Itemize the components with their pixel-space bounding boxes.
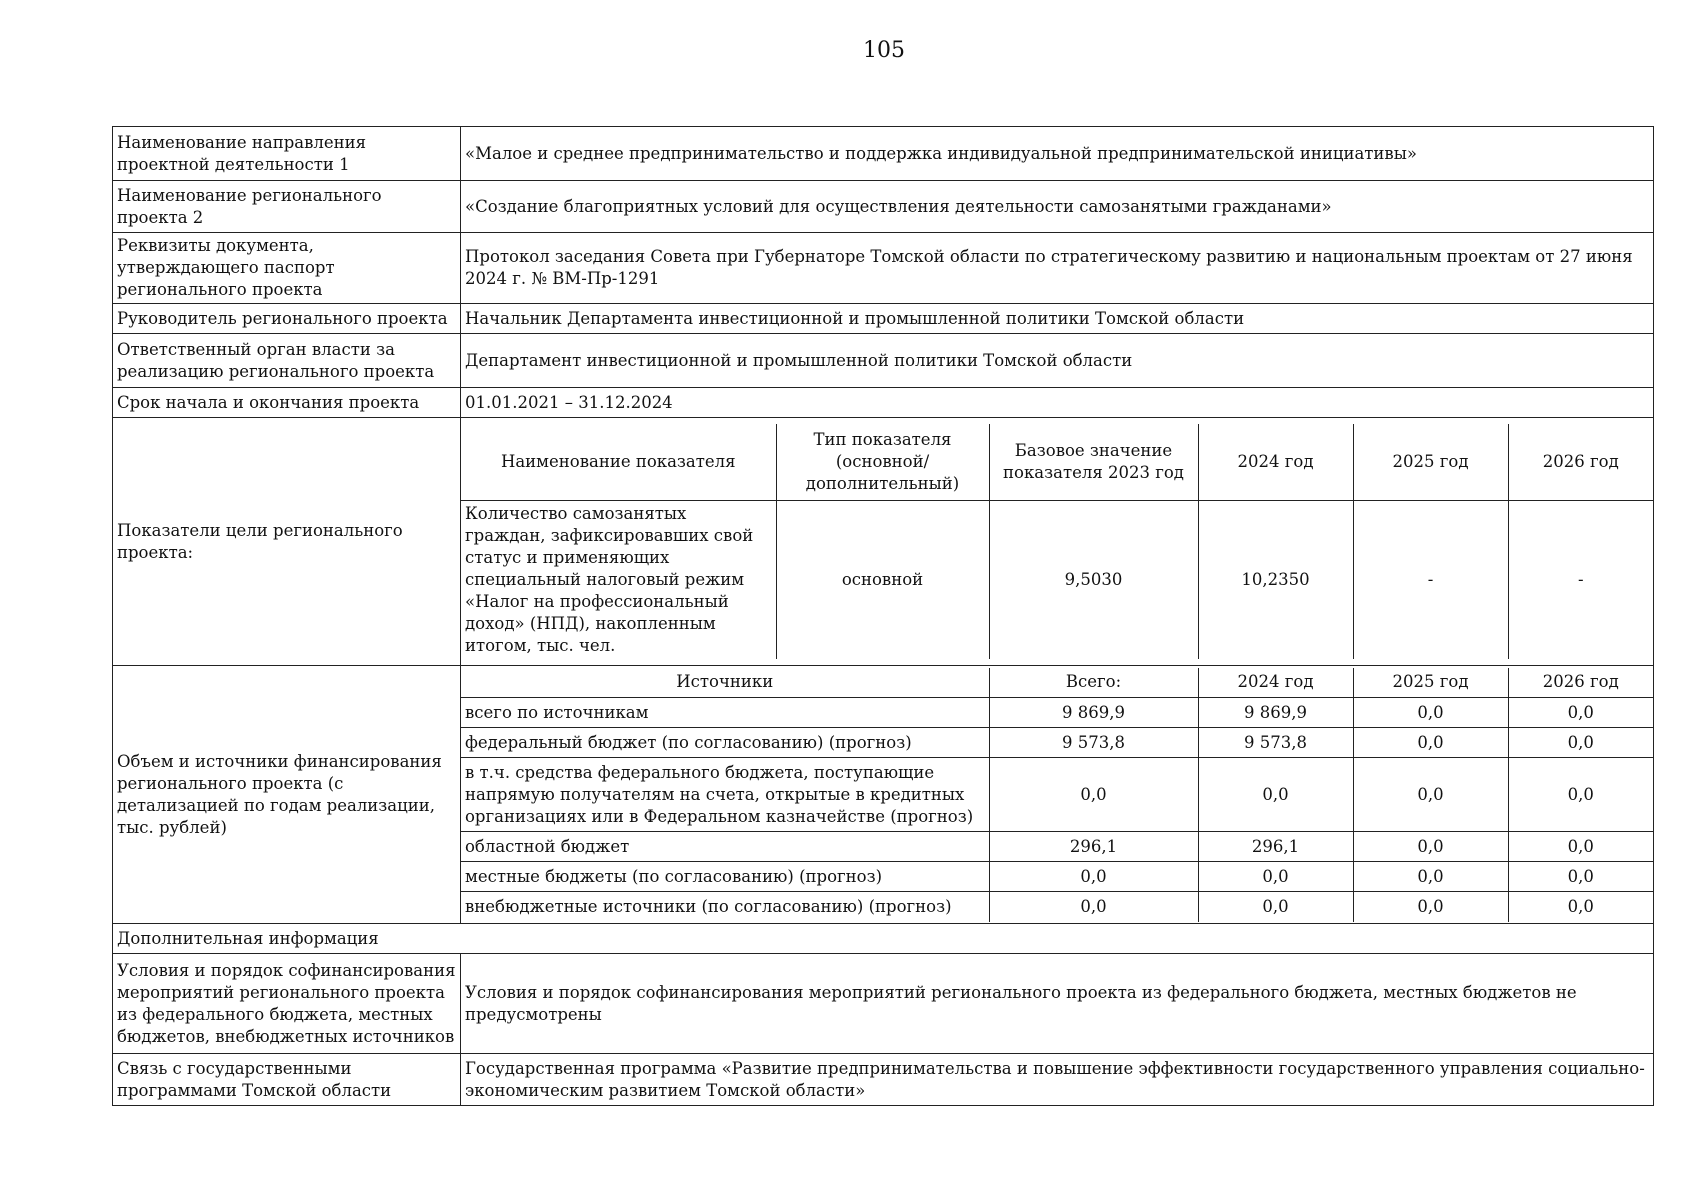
finance-row-local (461, 862, 1653, 892)
document-value: Протокол заседания Совета при Губернаторе Томской области по стратегическому развитию и национальным проектам от 27 июня 2024 г. № ВМ-Пр-1291 (461, 233, 1654, 304)
project-passport-table (112, 126, 1654, 1106)
finance-row-federal-direct (461, 758, 1653, 832)
indicator-base-header: Базовое значение показателя 2023 год (989, 424, 1198, 500)
finance-total: 9 869,9 (989, 698, 1198, 728)
direction-row (113, 127, 1654, 181)
finance-2025: 0,0 (1353, 728, 1508, 758)
indicators-label: Показатели цели регионального проекта: (113, 418, 461, 666)
authority-row (113, 334, 1654, 388)
finance-row-total (461, 698, 1653, 728)
indicator-2026: - (1508, 500, 1653, 659)
project-label: Наименование регионального проекта 2 (113, 181, 461, 233)
document-label: Реквизиты документа, утверждающего паспорт регионального проекта (113, 233, 461, 304)
finance-2026: 0,0 (1508, 728, 1653, 758)
finance-2026: 0,0 (1508, 698, 1653, 728)
indicator-base: 9,5030 (989, 500, 1198, 659)
indicator-2024-header: 2024 год (1198, 424, 1353, 500)
finance-2026: 0,0 (1508, 892, 1653, 922)
indicators-table (461, 424, 1653, 659)
indicator-type: основной (776, 500, 989, 659)
finance-total: 9 573,8 (989, 728, 1198, 758)
document-row (113, 233, 1654, 304)
additional-info-heading: Дополнительная информация (113, 924, 1654, 954)
finance-2024: 0,0 (1198, 892, 1353, 922)
indicators-header-row (461, 424, 1653, 500)
finance-2025: 0,0 (1353, 698, 1508, 728)
programs-value: Государственная программа «Развитие предпринимательства и повышение эффективности государственного управления социально-экономическим развитием Томской области» (461, 1054, 1654, 1106)
project-row (113, 181, 1654, 233)
term-row (113, 388, 1654, 418)
finance-row-extrabudgetary (461, 892, 1653, 922)
cofinancing-row (113, 954, 1654, 1054)
finance-total: 0,0 (989, 862, 1198, 892)
direction-value: «Малое и среднее предпринимательство и поддержка индивидуальной предпринимательской инициативы» (461, 127, 1654, 181)
finance-2024-header: 2024 год (1198, 668, 1353, 698)
finance-source: всего по источникам (461, 698, 989, 728)
finance-2025: 0,0 (1353, 832, 1508, 862)
finance-2026-header: 2026 год (1508, 668, 1653, 698)
finance-source-header: Источники (461, 668, 989, 698)
term-value: 01.01.2021 – 31.12.2024 (461, 388, 1654, 418)
indicator-2024: 10,2350 (1198, 500, 1353, 659)
project-value: «Создание благоприятных условий для осуществления деятельности самозанятыми гражданами» (461, 181, 1654, 233)
finance-2025: 0,0 (1353, 892, 1508, 922)
head-value: Начальник Департамента инвестиционной и промышленной политики Томской области (461, 304, 1654, 334)
finance-header-row (461, 668, 1653, 698)
finance-2026: 0,0 (1508, 758, 1653, 832)
finance-source: областной бюджет (461, 832, 989, 862)
finance-total-header: Всего: (989, 668, 1198, 698)
finance-2024: 296,1 (1198, 832, 1353, 862)
finance-source: местные бюджеты (по согласованию) (прогноз) (461, 862, 989, 892)
finance-row-federal (461, 728, 1653, 758)
finance-2025: 0,0 (1353, 862, 1508, 892)
finance-source: в т.ч. средства федерального бюджета, поступающие напрямую получателям на счета, открытые в кредитных организациях или в Федеральном казначействе (прогноз) (461, 758, 989, 832)
finance-source: внебюджетные источники (по согласованию) (прогноз) (461, 892, 989, 922)
programs-label: Связь с государственными программами Томской области (113, 1054, 461, 1106)
additional-info-row (113, 924, 1654, 954)
finance-label: Объем и источники финансирования регионального проекта (с детализацией по годам реализации, тыс. рублей) (113, 666, 461, 924)
term-label: Срок начала и окончания проекта (113, 388, 461, 418)
finance-source: федеральный бюджет (по согласованию) (прогноз) (461, 728, 989, 758)
finance-2026: 0,0 (1508, 862, 1653, 892)
finance-row-regional (461, 832, 1653, 862)
finance-2024: 0,0 (1198, 862, 1353, 892)
authority-label: Ответственный орган власти за реализацию регионального проекта (113, 334, 461, 388)
head-label: Руководитель регионального проекта (113, 304, 461, 334)
cofinancing-label: Условия и порядок софинансирования мероприятий регионального проекта из федерального бюджета, местных бюджетов, внебюджетных источников (113, 954, 461, 1054)
indicator-name-header: Наименование показателя (461, 424, 776, 500)
cofinancing-value: Условия и порядок софинансирования мероприятий регионального проекта из федерального бюджета, местных бюджетов не предусмотрены (461, 954, 1654, 1054)
indicator-row (461, 500, 1653, 659)
finance-2024: 9 869,9 (1198, 698, 1353, 728)
finance-total: 296,1 (989, 832, 1198, 862)
finance-2026: 0,0 (1508, 832, 1653, 862)
programs-row (113, 1054, 1654, 1106)
finance-row (113, 666, 1654, 924)
direction-label: Наименование направления проектной деятельности 1 (113, 127, 461, 181)
indicator-2026-header: 2026 год (1508, 424, 1653, 500)
indicator-type-header: Тип показателя (основной/ дополнительный) (776, 424, 989, 500)
page-number: 105 (863, 38, 905, 63)
indicator-2025: - (1353, 500, 1508, 659)
finance-2024: 0,0 (1198, 758, 1353, 832)
indicator-name: Количество самозанятых граждан, зафиксировавших свой статус и применяющих специальный налоговый режим «Налог на профессиональный доход» (НПД), накопленным итогом, тыс. чел. (461, 500, 776, 659)
finance-2025-header: 2025 год (1353, 668, 1508, 698)
authority-value: Департамент инвестиционной и промышленной политики Томской области (461, 334, 1654, 388)
finance-2025: 0,0 (1353, 758, 1508, 832)
finance-total: 0,0 (989, 892, 1198, 922)
indicators-row (113, 418, 1654, 666)
head-row (113, 304, 1654, 334)
finance-2024: 9 573,8 (1198, 728, 1353, 758)
finance-table (461, 668, 1653, 922)
finance-total: 0,0 (989, 758, 1198, 832)
indicator-2025-header: 2025 год (1353, 424, 1508, 500)
